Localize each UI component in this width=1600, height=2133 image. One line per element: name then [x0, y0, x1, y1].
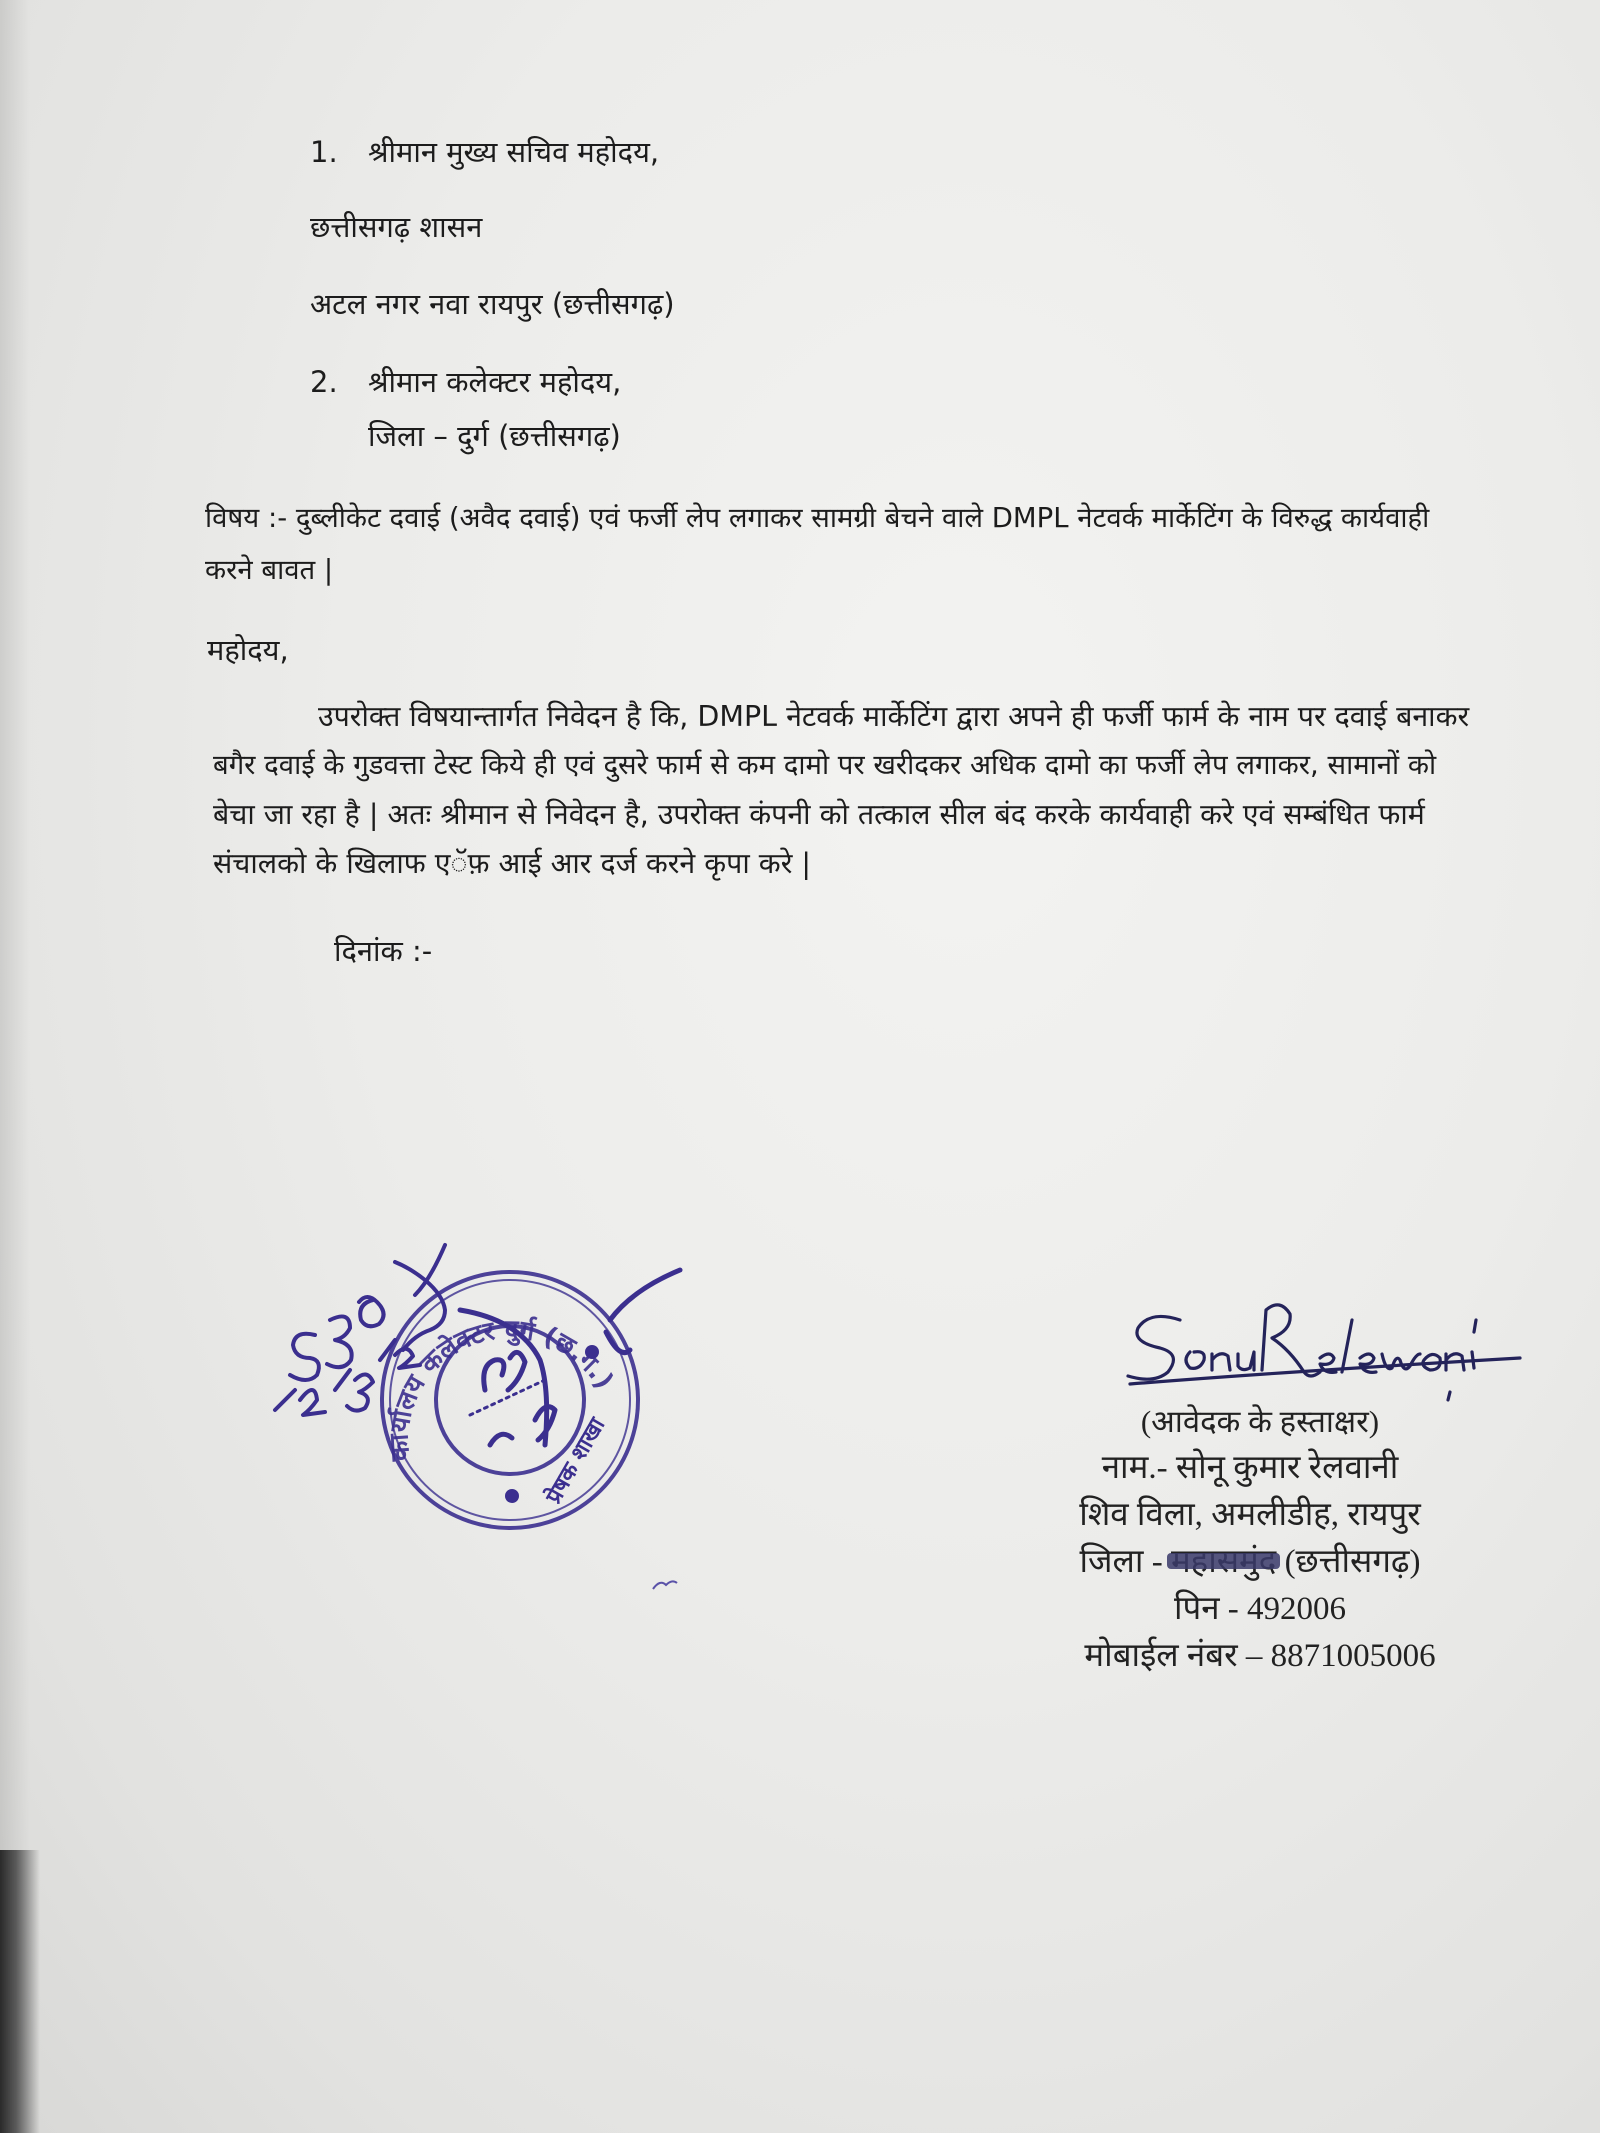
body-line: बेचा जा रहा है | अतः श्रीमान से निवेदन है, उपरोक्त कंपनी को तत्काल सील बंद करके कार्यवाही करे एवं सम्बंधित फार्म: [213, 798, 1425, 831]
body-paragraph: [213, 692, 1469, 888]
office-stamp-seal: [370, 1250, 690, 1550]
addressee-1-line1: [310, 134, 659, 170]
addressee-1-line2: छत्तीसगढ़ शासन: [310, 210, 483, 244]
applicant-mobile: मोबाईल नंबर – 8871005006: [1084, 1638, 1436, 1674]
applicant-district: [1040, 1539, 1460, 1586]
subject-line1: विषय :- दुब्लीकेट दवाई (अवैद दवाई) एवं फर्जी लेप लगाकर सामग्री बेचने वाले DMPL नेटवर्क मार्केटिंग के विरुद्ध कार्यवाही: [205, 502, 1430, 534]
stamp-inner-text: प्रेषक शाखा: [541, 1413, 611, 1508]
stamp-ring-text: कार्यालय कलेक्टर दुर्ग (छ.ग.): [384, 1314, 620, 1462]
signature-block: [1040, 1398, 1460, 1680]
strike-mark: [1167, 1553, 1280, 1569]
applicant-address: शिव विला, अमलीडीह, रायपुर: [1079, 1497, 1421, 1533]
body-line: उपरोक्त विषयान्तार्गत निवेदन है कि, DMPL नेटवर्क मार्केटिंग द्वारा अपने ही फर्जी फार्म के नाम पर दवाई बनाकर: [318, 700, 1470, 733]
district-suffix: (छत्तीसगढ़): [1284, 1544, 1421, 1580]
body-line: संचालको के खिलाफ एॅफ़ आई आर दर्ज करने कृपा करे |: [213, 847, 812, 880]
background-strip: [0, 1850, 40, 2133]
salutation: महोदय,: [207, 633, 289, 667]
addressee-1-number: 1.: [310, 135, 338, 169]
applicant-pin: पिन - 492006: [1173, 1591, 1347, 1627]
addressee-1-line3: अटल नगर नवा रायपुर (छत्तीसगढ़): [310, 287, 675, 321]
signature-caption: (आवेदक के हस्ताक्षर): [1140, 1404, 1380, 1439]
subject-line2: करने बावत |: [205, 554, 334, 586]
district-prefix: जिला -: [1079, 1544, 1163, 1580]
date-label: दिनांक :-: [334, 934, 433, 968]
page-edge-shadow: [0, 0, 30, 2133]
body-line: बगैर दवाई के गुडवत्ता टेस्ट किये ही एवं दुसरे फार्म से कम दामो पर खरीदकर अधिक दामो का फर्जी लेप लगाकर, सामानों को: [213, 749, 1437, 781]
addressee-2-number: 2.: [310, 365, 338, 399]
addressee-1-title: श्रीमान मुख्य सचिव महोदय,: [368, 135, 660, 169]
addressee-2-line2: जिला – दुर्ग (छत्तीसगढ़): [368, 419, 621, 453]
ink-smudge: [650, 1575, 680, 1595]
addressee-2-line1: [310, 364, 621, 400]
applicant-name: नाम.- सोनू कुमार रेलवानी: [1101, 1450, 1399, 1486]
district-struck: [1171, 1539, 1276, 1586]
addressee-2-title: श्रीमान कलेक्टर महोदय,: [368, 365, 622, 399]
